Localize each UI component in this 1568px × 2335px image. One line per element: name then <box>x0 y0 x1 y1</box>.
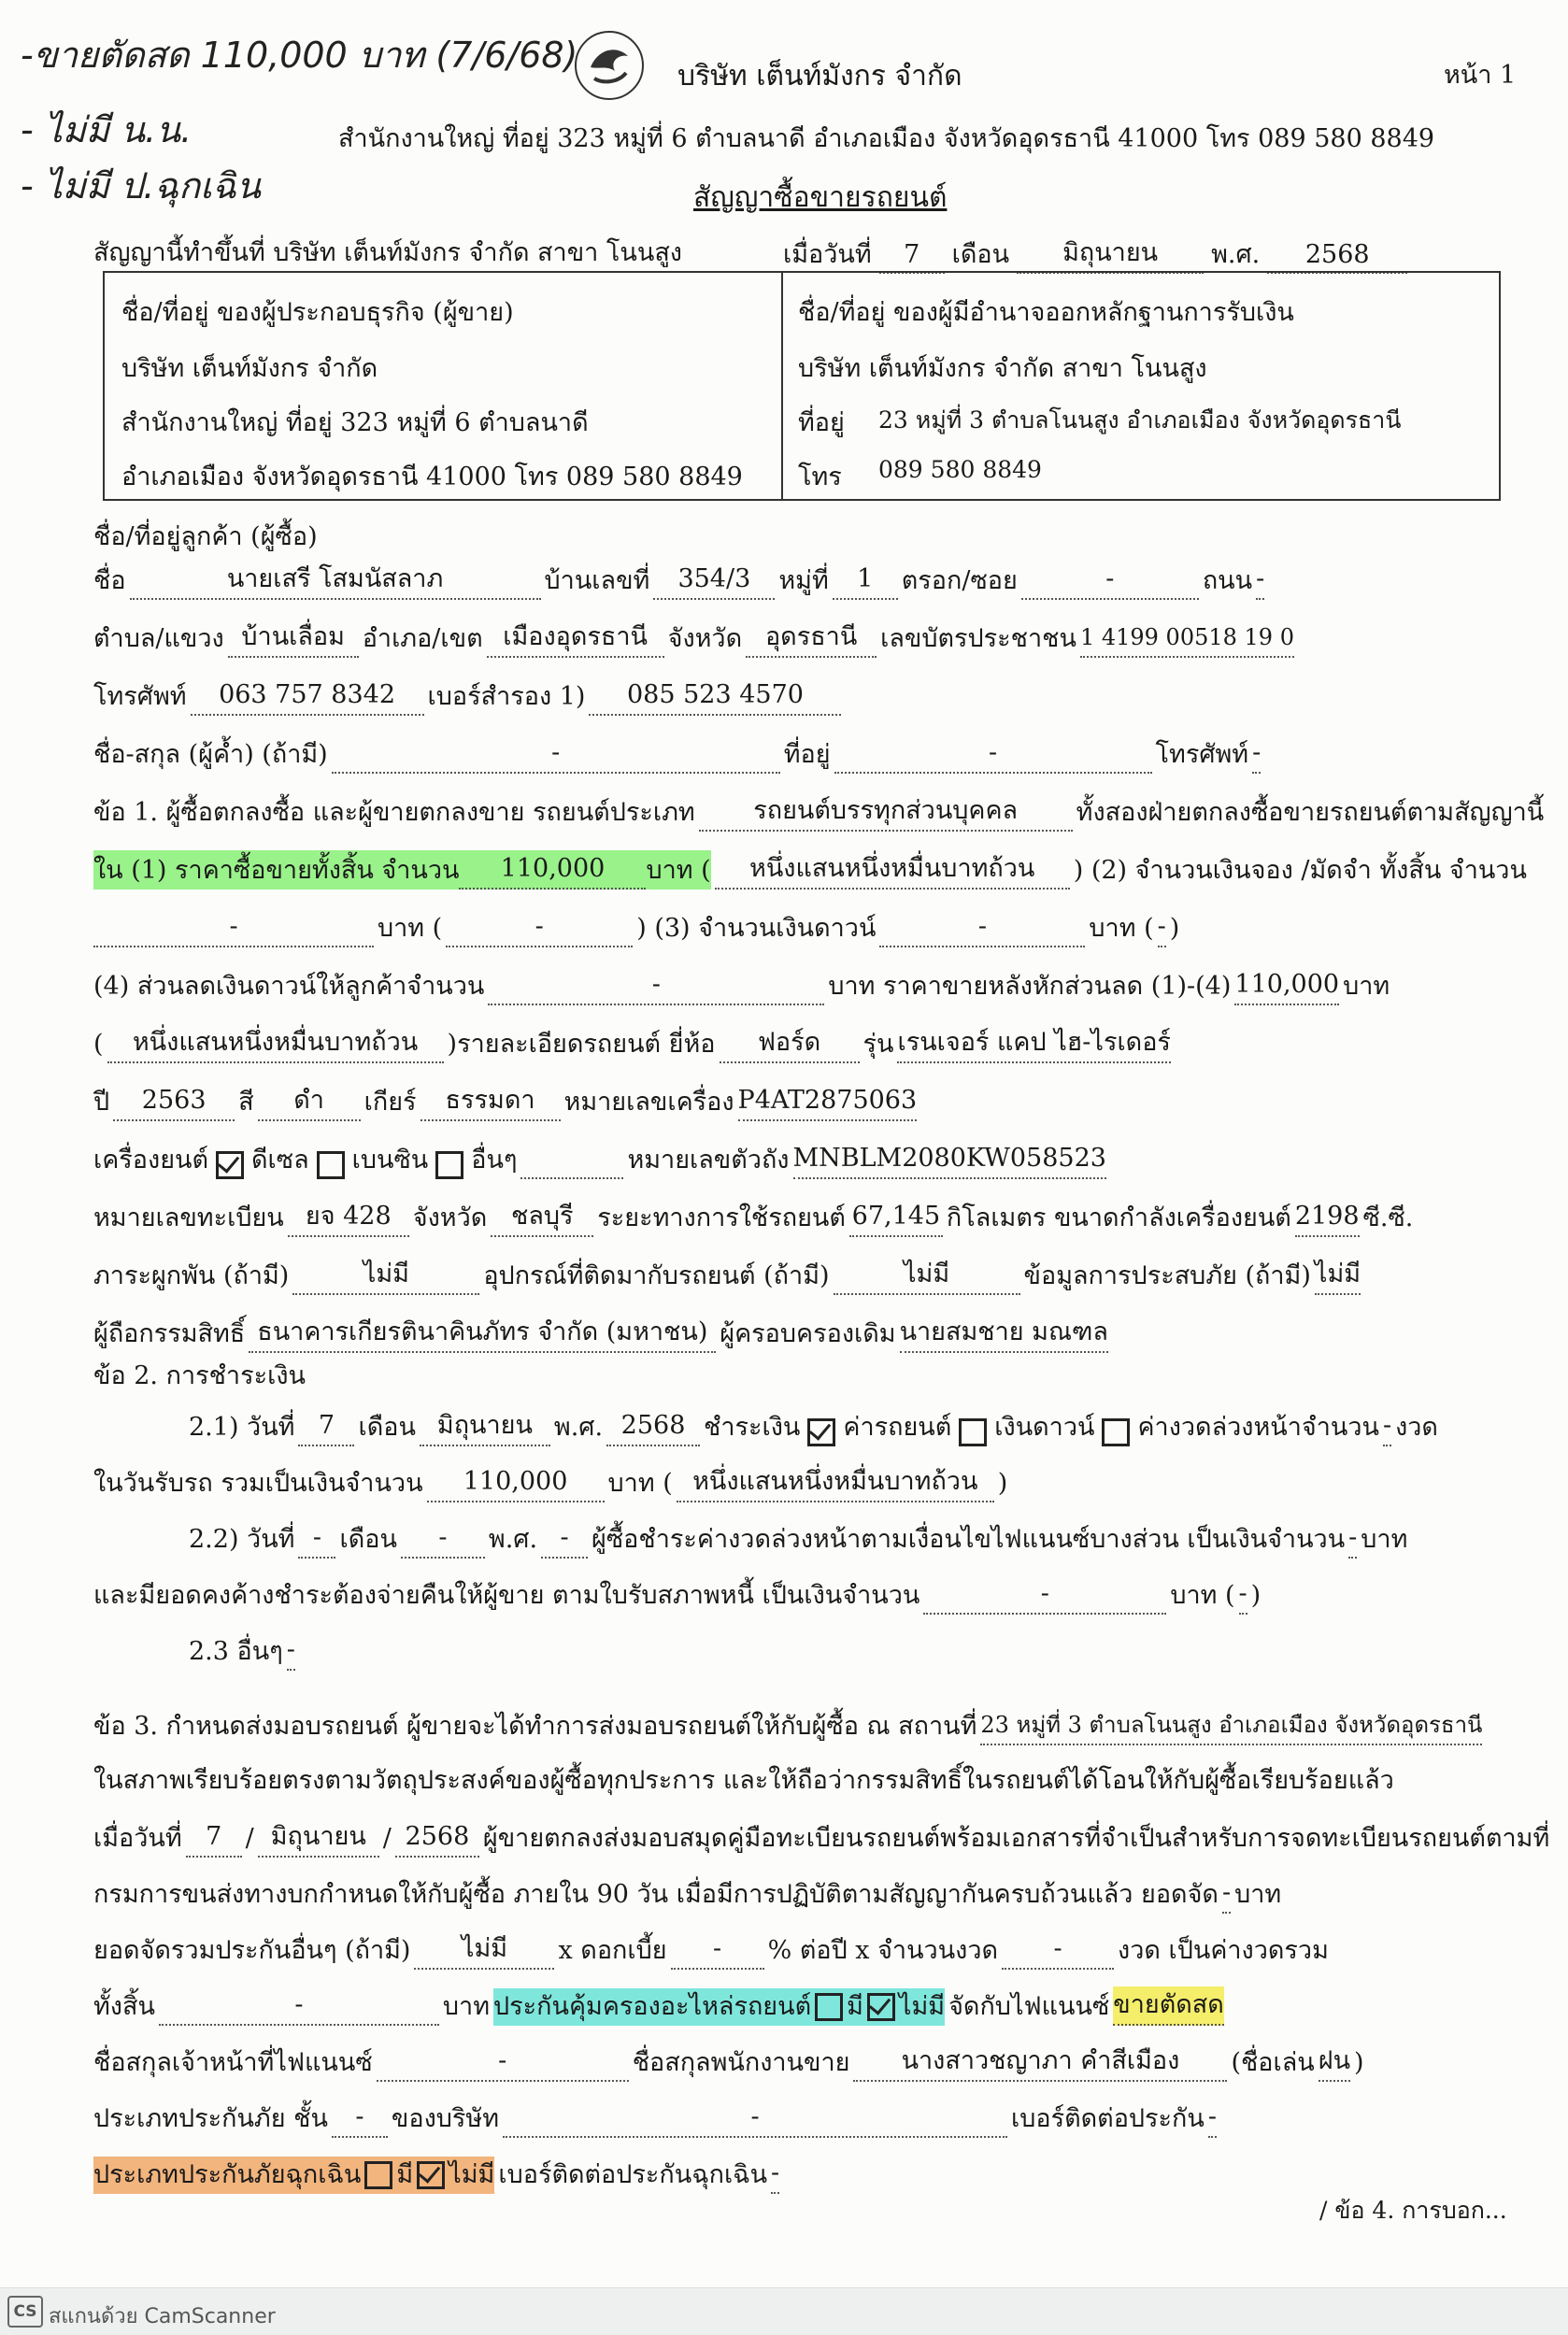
deposit-text: - <box>446 908 633 947</box>
benzine-checkbox[interactable] <box>317 1151 345 1179</box>
previous-owner: นายสมชาย มณฑล <box>900 1314 1108 1353</box>
p22-day: - <box>298 1519 335 1559</box>
soi: - <box>1021 561 1199 600</box>
clause3-text-2: ในสภาพเรียบร้อยตรงตามวัตถุประสงค์ของผู้ซื้อทุกประการ และให้ถือว่ากรรมสิทธิ์ในรถยนต์ได้โอนให้กับผู้ซื้อเรียบร้อยแล้ว <box>93 1766 1394 1795</box>
salesperson-label: ชื่อสกุลพนักงานขาย <box>632 2048 850 2077</box>
down-baht: บาท ( <box>1089 914 1154 943</box>
per-year-label: % ต่อปี x จำนวนงวด <box>767 1936 999 1965</box>
total-close: ) <box>997 1469 1008 1498</box>
clause2-title: ข้อ 2. การชำระเงิน <box>93 1361 306 1390</box>
price-label: ใน (1) ราคาซื้อขายทั้งสิ้น จำนวน <box>93 856 460 885</box>
model-label: รุ่น <box>862 1030 894 1059</box>
engine-label: เครื่องยนต์ <box>93 1146 209 1175</box>
seller-line-3: อำเภอเมือง จังหวัดอุดรธานี 41000 โทร 089 580 8849 <box>121 463 743 491</box>
year-label: พ.ศ. <box>1211 240 1261 269</box>
insurance-class-label: ประเภทประกันภัย ชั้น <box>93 2104 328 2133</box>
clause1-line4 <box>93 966 1501 1005</box>
customer-section-title: ชื่อ/ที่อยู่ลูกค้า (ผู้ซื้อ) <box>93 522 318 551</box>
clause1-line3 <box>93 908 1501 947</box>
chassis-number: MNBLM2080KW058523 <box>793 1140 1106 1179</box>
deposit-label: ) (2) จำนวนเงินจอง /มัดจำ ทั้งสิ้น จำนวน <box>1073 856 1527 885</box>
p22-year-label: พ.ศ. <box>488 1525 538 1554</box>
plate-province-label: จังหวัด <box>412 1203 488 1232</box>
clause2-3-line <box>189 1631 1501 1671</box>
close-paren: ) <box>1169 914 1180 943</box>
finance-label: จัดกับไฟแนนซ์ <box>948 1992 1110 2021</box>
clause2-2-line <box>189 1519 1501 1559</box>
clause1-line8 <box>93 1198 1501 1237</box>
car-type: รถยนต์บรรทุกส่วนบุคคล <box>699 792 1073 832</box>
delivery-place: 23 หมู่ที่ 3 ตำบลโนนสูง อำเภอเมือง จังหวัดอุดรธานี <box>980 1706 1482 1745</box>
total-baht: บาท ( <box>607 1469 673 1498</box>
tambon-label: ตำบล/แขวง <box>93 624 224 653</box>
guarantor-name: - <box>332 734 780 774</box>
camscanner-text: สแกนด้วย CamScanner <box>49 2305 276 2328</box>
clause2-1-line <box>189 1407 1501 1446</box>
province: อุดรธานี <box>746 619 877 658</box>
clause3-line6 <box>93 1986 1501 2026</box>
clause3-line2 <box>93 1762 1501 1800</box>
car-color: ดำ <box>258 1082 361 1121</box>
emergency-tel: - <box>771 2155 779 2194</box>
alt-phone: 085 523 4570 <box>589 676 841 716</box>
handwritten-note-2: - ไม่มี น.น. <box>21 109 192 150</box>
engine-number: P4AT2875063 <box>738 1082 918 1121</box>
amphoe: เมืองอุดรธานี <box>487 619 664 658</box>
total-label: ในวันรับรถ รวมเป็นเงินจำนวน <box>93 1469 423 1498</box>
remain-baht: บาท ( <box>1170 1581 1235 1610</box>
p22-label: 2.2) วันที่ <box>189 1525 295 1554</box>
plate: ยจ 428 <box>288 1198 409 1237</box>
price-highlight <box>93 850 711 890</box>
contract-month: มิถุนายน <box>1017 232 1204 274</box>
handwritten-note-3: - ไม่มี ป.ฉุกเฉิน <box>21 165 262 206</box>
road: - <box>1256 561 1264 600</box>
clause2-total-line <box>93 1463 1501 1502</box>
company-name: บริษัท เต็นท์มังกร จำกัด <box>677 60 962 93</box>
gear: ธรรมดา <box>421 1082 561 1121</box>
remain-amount: - <box>923 1575 1166 1615</box>
p23-value: - <box>287 1631 295 1671</box>
pay-down-checkbox[interactable] <box>959 1418 987 1446</box>
p22-year: - <box>541 1519 588 1559</box>
amphoe-label: อำเภอ/เขต <box>362 624 483 653</box>
nickname-close: ) <box>1354 2048 1364 2077</box>
brand: ฟอร์ด <box>720 1024 860 1063</box>
clause1-line7 <box>93 1140 1501 1179</box>
emergency-insurance-label: ประเภทประกันภัยฉุกเฉิน <box>93 2160 362 2189</box>
diesel-checkbox[interactable] <box>216 1151 244 1179</box>
burden: ไม่มี <box>292 1256 479 1295</box>
parts-insurance-label: ประกันคุ้มครองอะไหล่รถยนต์ <box>493 1992 812 2021</box>
engine-cc: 2198 <box>1295 1198 1360 1237</box>
insurance-class: - <box>332 2099 388 2138</box>
mileage-label: ระยะทางการใช้รถยนต์ <box>597 1203 846 1232</box>
insurance-company-label: ของบริษัท <box>391 2104 499 2133</box>
emergency-insurance-no: ไม่มี <box>449 2160 495 2189</box>
delivery-year: 2568 <box>395 1818 479 1858</box>
model: เรนเจอร์ แคป ไฮ-ไรเดอร์ <box>897 1024 1170 1063</box>
parts-insurance-no: ไม่มี <box>898 1992 946 2021</box>
delivery-date-label: เมื่อวันที่ <box>93 1824 182 1853</box>
road-label: ถนน <box>1202 566 1253 595</box>
seller-line-1: บริษัท เต็นท์มังกร จำกัด <box>121 354 378 383</box>
pay-down-label: เงินดาวน์ <box>994 1413 1095 1442</box>
emergency-insurance-no-checkbox[interactable] <box>417 2161 445 2189</box>
other-insurance-label: ยอดจัดรวมประกันอื่นๆ (ถ้ามี) <box>93 1936 411 1965</box>
clause3-line1 <box>93 1706 1501 1745</box>
clause2-remain-line <box>93 1575 1501 1615</box>
receiver-line-1: บริษัท เต็นท์มังกร จำกัด สาขา โนนสูง <box>798 354 1207 383</box>
mileage: 67,145 <box>849 1198 943 1237</box>
p21-day: 7 <box>298 1407 354 1446</box>
guarantor-address: - <box>834 734 1152 774</box>
engine-size-label: กิโลเมตร ขนาดกำลังเครื่องยนต์ <box>946 1203 1291 1232</box>
phone-label: โทรศัพท์ <box>93 682 187 711</box>
chassis-label: หมายเลขตัวถัง <box>627 1146 790 1175</box>
date-sep-1: / <box>245 1824 254 1853</box>
other-fuel-value <box>520 1146 623 1179</box>
discount-label: (4) ส่วนลดเงินดาวน์ให้ลูกค้าจำนวน <box>93 972 485 1001</box>
car-year: 2563 <box>113 1082 235 1121</box>
finance-officer-label: ชื่อสกุลเจ้าหน้าที่ไฟแนนซ์ <box>93 2048 373 2077</box>
down-payment-label: ) (3) จำนวนเงินดาวน์ <box>636 914 877 943</box>
equipment-label: อุปกรณ์ที่ติดมากับรถยนต์ (ถ้ามี) <box>483 1261 830 1290</box>
guarantor-phone-label: โทรศัพท์ <box>1155 740 1249 769</box>
discount: - <box>488 966 824 1005</box>
moo-label: หมู่ที่ <box>778 566 829 595</box>
handwritten-note-1: -ขายตัดสด 110,000 บาท (7/6/68) <box>21 35 578 76</box>
deposit-baht: บาท ( <box>378 914 443 943</box>
tambon: บ้านเลื่อม <box>228 619 359 658</box>
clause3-line4 <box>93 1874 1501 1914</box>
clause1-line9 <box>93 1256 1501 1295</box>
guarantor-row <box>93 734 1501 774</box>
remain-text: - <box>1239 1575 1247 1615</box>
house-number: 354/3 <box>653 561 775 600</box>
customer-row-phone <box>93 676 1501 716</box>
cc-unit: ซี.ซี. <box>1362 1203 1414 1232</box>
installment-count: - <box>1383 1407 1391 1446</box>
parts-insurance-no-checkbox[interactable] <box>867 1993 895 2021</box>
receiver-tel: 089 580 8849 <box>878 456 1042 483</box>
finance-officer: - <box>377 2043 629 2082</box>
month-label: เดือน <box>951 240 1010 269</box>
previous-owner-label: ผู้ครอบครองเดิม <box>720 1319 896 1348</box>
plate-label: หมายเลขทะเบียน <box>93 1203 284 1232</box>
receiver-title: ชื่อ/ที่อยู่ ของผู้มีอำนาจออกหลักฐานการรับเงิน <box>798 298 1294 327</box>
net-price-label: บาท ราคาขายหลังหักส่วนลด (1)-(4) <box>828 972 1232 1001</box>
p21-year: 2568 <box>606 1407 700 1446</box>
delivery-month: มิถุนายน <box>258 1818 379 1858</box>
other-fuel-label: อื่นๆ <box>471 1146 518 1175</box>
remain-close: ) <box>1250 1581 1262 1610</box>
clause1-line5 <box>93 1024 1501 1063</box>
installment-unit: งวด <box>1395 1413 1438 1442</box>
grand-total-baht: บาท <box>442 1992 491 2021</box>
receiver-address: 23 หมู่ที่ 3 ตำบลโนนสูง อำเภอเมือง จังหวัดอุดรธานี <box>878 406 1402 434</box>
accident: ไม่มี <box>1315 1256 1361 1295</box>
burden-label: ภาระผูกพัน (ถ้ามี) <box>93 1261 290 1290</box>
down-text: - <box>1158 908 1166 947</box>
name-label: ชื่อ <box>93 566 126 595</box>
insurance-company: - <box>503 2099 1007 2138</box>
remain-label: และมียอดคงค้างชำระต้องจ่ายคืนให้ผู้ขาย ตามใบรับสภาพหนี้ เป็นเงินจำนวน <box>93 1581 920 1610</box>
engine-number-label: หมายเลขเครื่อง <box>563 1088 734 1117</box>
p22-amount: - <box>1348 1519 1357 1559</box>
p21-year-label: พ.ศ. <box>553 1413 604 1442</box>
emergency-insurance-yes: มี <box>396 2160 414 2189</box>
benzine-label: เบนซิน <box>351 1146 429 1175</box>
customer-phone: 063 757 8342 <box>191 676 424 716</box>
contract-day: 7 <box>879 240 945 274</box>
id-card-number: 1 4199 00518 19 0 <box>1080 619 1294 658</box>
installment-total-label: งวด เป็นค่างวดรวม <box>1118 1936 1329 1965</box>
down-payment: - <box>879 908 1085 947</box>
customer-row-name <box>93 561 1501 600</box>
contract-year: 2568 <box>1267 240 1407 274</box>
finance-amount: - <box>1222 1874 1231 1914</box>
salesperson: นางสาวชญาภา คำสีเมือง <box>853 2043 1227 2082</box>
pay-label: ชำระเงิน <box>704 1413 801 1442</box>
pay-installment-label: ค่างวดล่วงหน้าจำนวน <box>1137 1413 1379 1442</box>
car-year-label: ปี <box>93 1088 110 1117</box>
date-label: เมื่อวันที่ <box>783 240 872 269</box>
price-text: หนึ่งแสนหนึ่งหมื่นบาทถ้วน <box>715 850 1070 890</box>
parts-insurance-yes-checkbox[interactable] <box>815 1993 843 2021</box>
price-baht: บาท ( <box>646 856 711 885</box>
p22-month-label: เดือน <box>339 1525 397 1554</box>
emergency-insurance-yes-checkbox[interactable] <box>364 2161 392 2189</box>
insurance-tel-label: เบอร์ติดต่อประกัน <box>1011 2104 1205 2133</box>
total-text: หนึ่งแสนหนึ่งหมื่นบาทถ้วน <box>677 1463 994 1502</box>
clause1-line2 <box>93 850 1527 890</box>
box-divider <box>781 273 783 499</box>
pay-installment-checkbox[interactable] <box>1102 1418 1130 1446</box>
delivery-label: ข้อ 3. กำหนดส่งมอบรถยนต์ ผู้ขายจะได้ทำการส่งมอบรถยนต์ให้กับผู้ซื้อ ณ สถานที่ <box>93 1712 977 1741</box>
receiver-address-label: ที่อยู่ <box>798 408 845 437</box>
p21-month: มิถุนายน <box>420 1407 550 1446</box>
diesel-label: ดีเซล <box>251 1146 309 1175</box>
seller-line-2: สำนักงานใหญ่ ที่อยู่ 323 หมู่ที่ 6 ตำบลนาดี <box>121 408 589 437</box>
id-card-label: เลขบัตรประชาชน <box>880 624 1076 653</box>
clause1-intro: ข้อ 1. ผู้ซื้อตกลงซื้อ และผู้ขายตกลงขาย รถยนต์ประเภท <box>93 798 695 827</box>
guarantor-phone: - <box>1252 734 1261 774</box>
continue-note: / ข้อ 4. การบอก... <box>1319 2197 1507 2224</box>
finance-company: ขายตัดสด <box>1113 1986 1224 2026</box>
clause3-line5 <box>93 1930 1501 1970</box>
p21-label: 2.1) วันที่ <box>189 1413 295 1442</box>
deposit-amount: - <box>93 908 374 947</box>
date-sep-2: / <box>382 1824 392 1853</box>
p22-baht: บาท <box>1361 1525 1408 1554</box>
document-title: สัญญาซื้อขายรถยนต์ <box>693 181 948 214</box>
pay-car-checkbox[interactable] <box>807 1418 835 1446</box>
clause1-line10 <box>93 1314 1501 1353</box>
equipment: ไม่มี <box>834 1256 1020 1295</box>
plate-province: ชลบุรี <box>491 1198 593 1237</box>
periods: - <box>1002 1930 1114 1970</box>
owner: ธนาคารเกียรตินาคินภัทร จำกัด (มหาชน) <box>249 1314 716 1353</box>
price: 110,000 <box>459 850 646 890</box>
contract-date <box>783 232 1407 274</box>
insurance-tel: - <box>1208 2099 1217 2138</box>
accident-label: ข้อมูลการประสบภัย (ถ้ามี) <box>1023 1261 1311 1290</box>
clause1-line6 <box>93 1082 1501 1121</box>
alt-phone-label: เบอร์สำรอง 1) <box>427 682 586 711</box>
brand-label: )รายละเอียดรถยนต์ ยี่ห้อ <box>447 1030 716 1059</box>
nickname: ฝน <box>1319 2043 1350 2082</box>
open-paren: ( <box>93 1030 104 1059</box>
receiver-tel-label: โทร <box>798 463 842 491</box>
moo: 1 <box>833 561 898 600</box>
p23-label: 2.3 อื่นๆ <box>189 1637 283 1666</box>
p21-month-label: เดือน <box>358 1413 416 1442</box>
clause3-text-3: ผู้ขายตกลงส่งมอบสมุดคู่มือทะเบียนรถยนต์พร้อมเอกสารที่จำเป็นสำหรับการจดทะเบียนรถยนต์ตามที่ <box>482 1824 1550 1853</box>
header-address: สำนักงานใหญ่ ที่อยู่ 323 หมู่ที่ 6 ตำบลนาดี อำเภอเมือง จังหวัดอุดรธานี 41000 โทร 089 580 8849 <box>338 124 1435 153</box>
pay-car-label: ค่ารถยนต์ <box>843 1413 952 1442</box>
p22-text: ผู้ซื้อชำระค่างวดล่วงหน้าตามเงื่อนไขไฟแนนซ์บางส่วน เป็นเงินจำนวน <box>592 1525 1346 1554</box>
clause1-intro-end: ทั้งสองฝ่ายตกลงซื้อขายรถยนต์ตามสัญญานี้ <box>1076 798 1545 827</box>
clause3-line9 <box>93 2155 1501 2194</box>
emergency-tel-label: เบอร์ติดต่อประกันฉุกเฉิน <box>498 2160 768 2189</box>
net-price: 110,000 <box>1234 966 1339 1005</box>
net-baht: บาท <box>1343 972 1390 1001</box>
total-amount: 110,000 <box>427 1463 605 1502</box>
clause3-line7 <box>93 2043 1501 2082</box>
clause3-text-4: กรมการขนส่งทางบกกำหนดให้กับผู้ซื้อ ภายใน 90 วัน เมื่อมีการปฏิบัติตามสัญญากันครบถ้วนแล้ว ยอดจัด <box>93 1880 1219 1909</box>
grand-total: - <box>159 1986 439 2026</box>
interest-label: x ดอกเบี้ย <box>558 1936 667 1965</box>
color-label: สี <box>238 1088 254 1117</box>
nickname-label: (ชื่อเล่น <box>1231 2048 1315 2077</box>
camscanner-logo: CS <box>7 2296 43 2328</box>
owner-label: ผู้ถือกรรมสิทธิ์ <box>93 1319 246 1348</box>
clause1-line1 <box>93 792 1545 832</box>
emergency-insurance-highlight <box>93 2157 494 2194</box>
clause3-line8 <box>93 2099 1501 2138</box>
customer-row-address <box>93 619 1501 658</box>
grand-total-label: ทั้งสิ้น <box>93 1992 155 2021</box>
delivery-day: 7 <box>186 1818 242 1858</box>
seller-info-box <box>103 271 1501 501</box>
soi-label: ตรอก/ซอย <box>901 566 1018 595</box>
p22-month: - <box>401 1519 485 1559</box>
customer-name: นายเสรี โสมนัสลาภ <box>130 561 541 600</box>
made-at-label: สัญญานี้ทำขึ้นที่ บริษัท เต็นท์มังกร จำกัด สาขา โนนสูง <box>93 238 682 267</box>
camscanner-footer <box>0 2287 1568 2335</box>
house-label: บ้านเลขที่ <box>544 566 650 595</box>
guarantor-name-label: ชื่อ-สกุล (ผู้ค้ำ) (ถ้ามี) <box>93 740 328 769</box>
province-label: จังหวัด <box>667 624 743 653</box>
page-number: หน้า 1 <box>1444 61 1517 90</box>
seller-title: ชื่อ/ที่อยู่ ของผู้ประกอบธุรกิจ (ผู้ขาย) <box>121 298 514 327</box>
company-logo <box>572 28 647 103</box>
parts-insurance-highlight <box>493 1988 945 2026</box>
parts-insurance-yes: มี <box>847 1992 863 2021</box>
other-fuel-checkbox[interactable] <box>435 1151 463 1179</box>
other-insurance: ไม่มี <box>414 1930 554 1970</box>
net-price-text: หนึ่งแสนหนึ่งหมื่นบาทถ้วน <box>107 1024 444 1063</box>
gear-label: เกียร์ <box>363 1088 417 1117</box>
interest: - <box>671 1930 764 1970</box>
clause3-line3 <box>93 1818 1550 1858</box>
finance-baht: บาท <box>1234 1880 1282 1909</box>
guarantor-address-label: ที่อยู่ <box>783 740 831 769</box>
